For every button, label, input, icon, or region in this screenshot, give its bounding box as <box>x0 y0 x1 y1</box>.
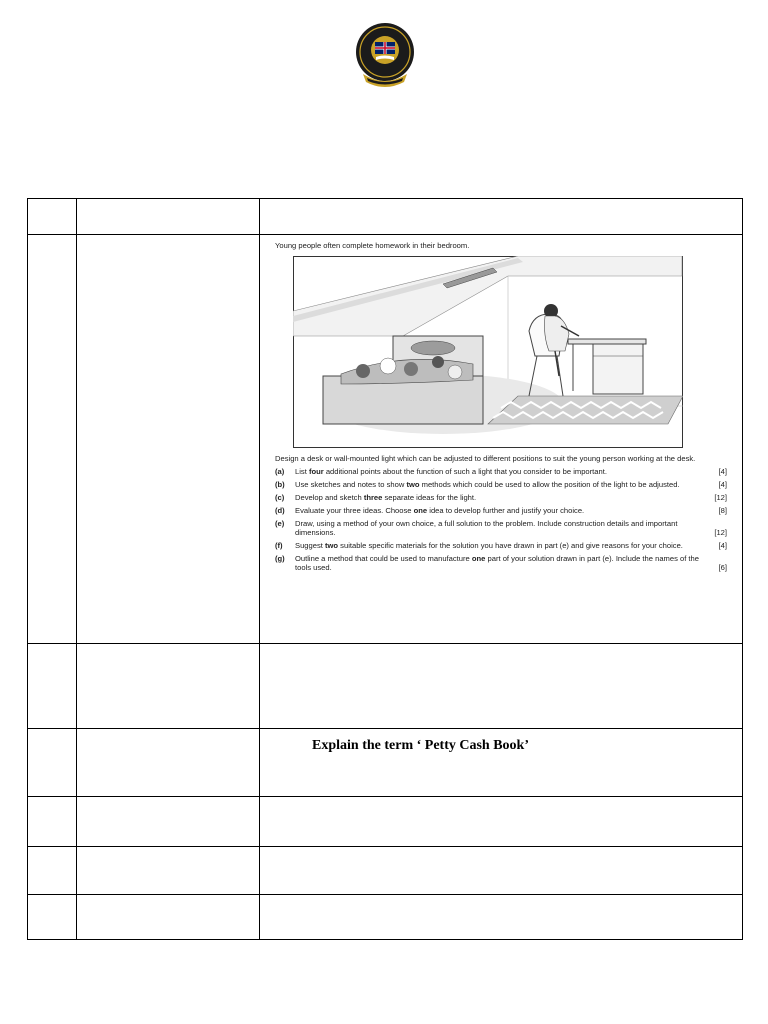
table-row <box>28 895 743 940</box>
header-cell-number <box>28 199 77 235</box>
part-label: (b) <box>275 480 285 489</box>
design-question <box>260 235 742 572</box>
question-part-c <box>275 493 727 502</box>
petty-cash-question: Explain the term ‘ Petty Cash Book’ <box>312 738 529 753</box>
part-text: List four additional points about the function of such a light that you consider to be important. <box>295 467 607 476</box>
table-row <box>28 235 743 644</box>
design-brief: Design a desk or wall-mounted light which can be adjusted to different positions to suit the young person working at the desk. <box>275 454 696 463</box>
part-text: Suggest two suitable specific materials for the solution you have drawn in part (e) and give reasons for your choice. <box>295 541 683 550</box>
row-topic-cell <box>77 644 260 729</box>
part-text: Use sketches and notes to show two methods which could be used to allow the position of the light to be adjusted. <box>295 480 680 489</box>
part-label: (a) <box>275 467 285 476</box>
row-topic-cell <box>77 797 260 847</box>
part-text: Develop and sketch three separate ideas for the light. <box>295 493 477 502</box>
part-marks: [8] <box>718 506 727 515</box>
row-number-cell <box>28 847 77 895</box>
header-cell-topic <box>77 199 260 235</box>
row-number-cell <box>28 235 77 644</box>
table-row <box>28 644 743 729</box>
question-intro: Young people often complete homework in their bedroom. <box>275 241 470 250</box>
part-label: (e) <box>275 519 285 528</box>
row-number-cell <box>28 895 77 940</box>
question-cell <box>260 644 743 729</box>
question-part-d <box>275 506 727 515</box>
part-label: (f) <box>275 541 283 550</box>
bedroom-illustration <box>293 256 683 448</box>
question-cell <box>260 895 743 940</box>
question-cell <box>260 797 743 847</box>
part-marks: [6] <box>718 563 727 572</box>
part-text: Outline a method that could be used to manufacture one part of your solution drawn in part (e). Include the names of the tools used. <box>295 554 699 572</box>
row-number-cell <box>28 644 77 729</box>
table-row <box>28 729 743 797</box>
part-text: Draw, using a method of your own choice, a full solution to the problem. Include construction details and important dimensions. <box>295 519 678 537</box>
row-topic-cell <box>77 235 260 644</box>
row-number-cell <box>28 797 77 847</box>
part-marks: [4] <box>718 541 727 550</box>
row-number-cell <box>28 729 77 797</box>
table-header-row <box>28 199 743 235</box>
table-row <box>28 847 743 895</box>
part-marks: [4] <box>718 467 727 476</box>
table-row <box>28 797 743 847</box>
row-topic-cell <box>77 729 260 797</box>
question-part-a <box>275 467 727 476</box>
part-marks: [12] <box>714 528 727 537</box>
question-part-b <box>275 480 727 489</box>
question-part-g <box>275 554 727 572</box>
row-topic-cell <box>77 847 260 895</box>
part-marks: [4] <box>718 480 727 489</box>
part-label: (c) <box>275 493 285 502</box>
question-table <box>27 198 743 940</box>
header-cell-question <box>260 199 743 235</box>
question-cell <box>260 847 743 895</box>
part-text: Evaluate your three ideas. Choose one idea to develop further and justify your choice. <box>295 506 585 515</box>
school-crest-logo <box>349 22 421 90</box>
question-cell <box>260 729 743 797</box>
question-part-f <box>275 541 727 550</box>
part-label: (d) <box>275 506 285 515</box>
part-marks: [12] <box>714 493 727 502</box>
question-cell <box>260 235 743 644</box>
part-label: (g) <box>275 554 285 563</box>
question-part-e <box>275 519 727 537</box>
row-topic-cell <box>77 895 260 940</box>
